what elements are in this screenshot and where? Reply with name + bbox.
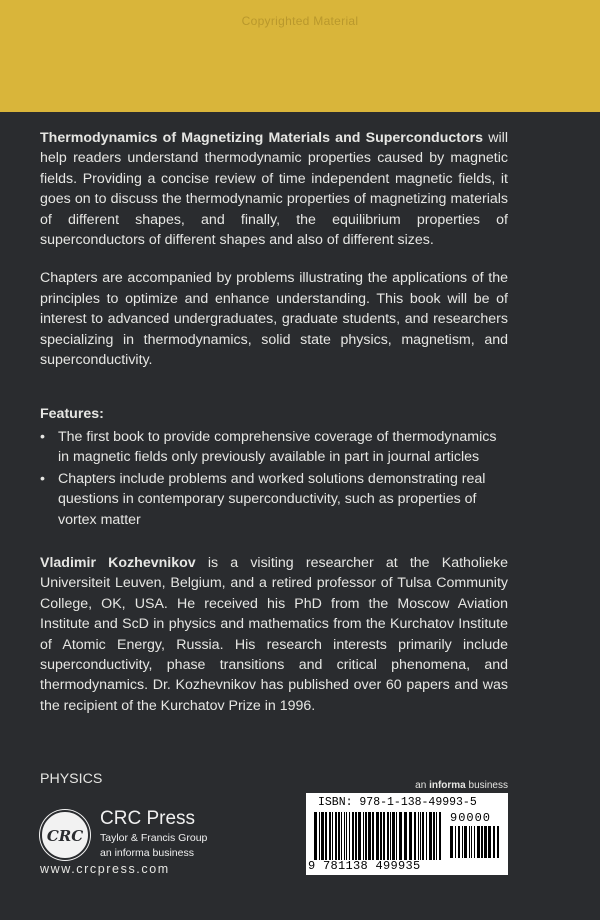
book-title: Thermodynamics of Magnetizing Materials and Superconductors (40, 130, 484, 146)
informa-tagline (404, 780, 508, 791)
barcode-bar (344, 812, 345, 860)
crc-logo-text: CRC (46, 827, 84, 845)
publisher-informa: an informa business (100, 847, 194, 859)
barcode-bar (469, 826, 470, 858)
barcode-bar (332, 812, 333, 860)
barcode-bar (488, 826, 491, 858)
barcode-bar (418, 812, 419, 860)
barcode-bar (396, 812, 397, 860)
features-heading: Features: (40, 406, 104, 422)
barcode-digits: 9 781138 499935 (308, 859, 421, 873)
barcode-bar (471, 826, 472, 858)
barcode-bar (458, 826, 460, 858)
barcode-bar (363, 812, 364, 860)
barcode-bar (387, 812, 389, 860)
barcode-bar (355, 812, 357, 860)
bullet-icon: • (40, 470, 45, 487)
barcode-bar (329, 812, 331, 860)
informa-suffix: business (465, 780, 508, 791)
barcode-bar (383, 812, 385, 860)
barcode-bar (484, 826, 487, 858)
barcode-bar (426, 812, 427, 860)
feature-text: The first book to provide comprehensive coverage of thermodynamics in magnetic fields only previously available in part in journal articles (58, 429, 497, 466)
barcode-bar (368, 812, 371, 860)
publisher-name: CRC Press (100, 808, 196, 829)
barcode-bar (433, 812, 435, 860)
barcode-bar (464, 826, 467, 858)
barcode-bar (399, 812, 402, 860)
barcode-bar (380, 812, 382, 860)
publisher-group: Taylor & Francis Group (100, 832, 208, 844)
book-description (40, 128, 508, 388)
publisher-logo (40, 806, 240, 864)
barcode-bar (335, 812, 337, 860)
author-bio (40, 553, 508, 716)
price-code: 90000 (450, 811, 492, 825)
barcode-bar (365, 812, 367, 860)
barcode-bar (338, 812, 340, 860)
barcode-bar (429, 812, 432, 860)
barcode-bar (325, 812, 327, 860)
barcode-bar (439, 812, 441, 860)
barcode-bar (462, 826, 463, 858)
barcode-bar (420, 812, 421, 860)
barcode-bar (474, 826, 475, 858)
barcode-addon-bars-icon (450, 826, 502, 858)
barcode-bar (321, 812, 324, 860)
isbn-label: ISBN: 978-1-138-49993-5 (318, 796, 477, 809)
barcode-bar (358, 812, 361, 860)
watermark: Copyrighted Material (241, 14, 359, 28)
barcode-bar (450, 826, 453, 858)
barcode-bar (455, 826, 456, 858)
barcode-bar (319, 812, 320, 860)
barcode-bar (481, 826, 483, 858)
barcode-bar (372, 812, 374, 860)
barcode-bar (390, 812, 391, 860)
barcode-bar (349, 812, 350, 860)
subject-category: PHYSICS (40, 771, 103, 787)
barcode-bar (493, 826, 495, 858)
barcode-bars-icon (314, 812, 444, 860)
feature-item (40, 469, 508, 530)
author-bio-text: is a visiting researcher at the Katholieke Universiteit Leuven, Belgium, and a retired professor of Tulsa Community College, OK, USA. He received his PhD from the Moscow Aviation Institute and ScD in physics and mathematics from the Kurchatov Institute of Atomic Energy, Russia. His research interests primarily include superconductivity, phase transitions and critical phenomena, and thermodynamics. Dr. Kozhevnikov has published over 60 papers and was the recipient of the Kurchatov Prize in 1996. (40, 555, 509, 714)
description-paragraph-1 (40, 128, 508, 250)
publisher-website: www.crcpress.com (40, 862, 170, 876)
barcode-bar (436, 812, 437, 860)
feature-text: Chapters include problems and worked solutions demonstrating real questions in contemporary superconductivity, such as properties of vortex matter (58, 470, 486, 528)
barcode-bar (392, 812, 395, 860)
top-yellow-band (0, 0, 600, 112)
barcode-panel (306, 793, 508, 875)
informa-brand: informa (429, 780, 466, 791)
feature-item (40, 427, 508, 468)
author-name: Vladimir Kozhevnikov (40, 555, 196, 571)
barcode-bar (497, 826, 499, 858)
barcode-bar (404, 812, 407, 860)
barcode-bar (346, 812, 347, 860)
barcode-bar (376, 812, 379, 860)
barcode-bar (352, 812, 354, 860)
bullet-icon: • (40, 429, 45, 445)
description-paragraph-2: Chapters are accompanied by problems illustrating the applications of the principles to optimize and enhance understanding. This book will be of interest to advanced undergraduates, graduate students, and researchers specializing in thermodynamics, solid state physics, magnetism, and superconductivity. (40, 270, 508, 369)
description-text-1: will help readers understand thermodynamic properties caused by magnetic fields. Providing a concise review of time independent magnetic fields, it goes on to discuss the thermodynamic properties of magnetizing materials of different shapes, and finally, the equilibrium properties of superconductors of different shapes and also of different sizes. (40, 130, 508, 249)
barcode-bar (341, 812, 342, 860)
barcode-bar (477, 826, 480, 858)
features-list (40, 427, 508, 531)
barcode-bar (414, 812, 416, 860)
barcode-bar (422, 812, 424, 860)
barcode-bar (409, 812, 412, 860)
informa-prefix: an (415, 780, 430, 791)
barcode-bar (314, 812, 317, 860)
